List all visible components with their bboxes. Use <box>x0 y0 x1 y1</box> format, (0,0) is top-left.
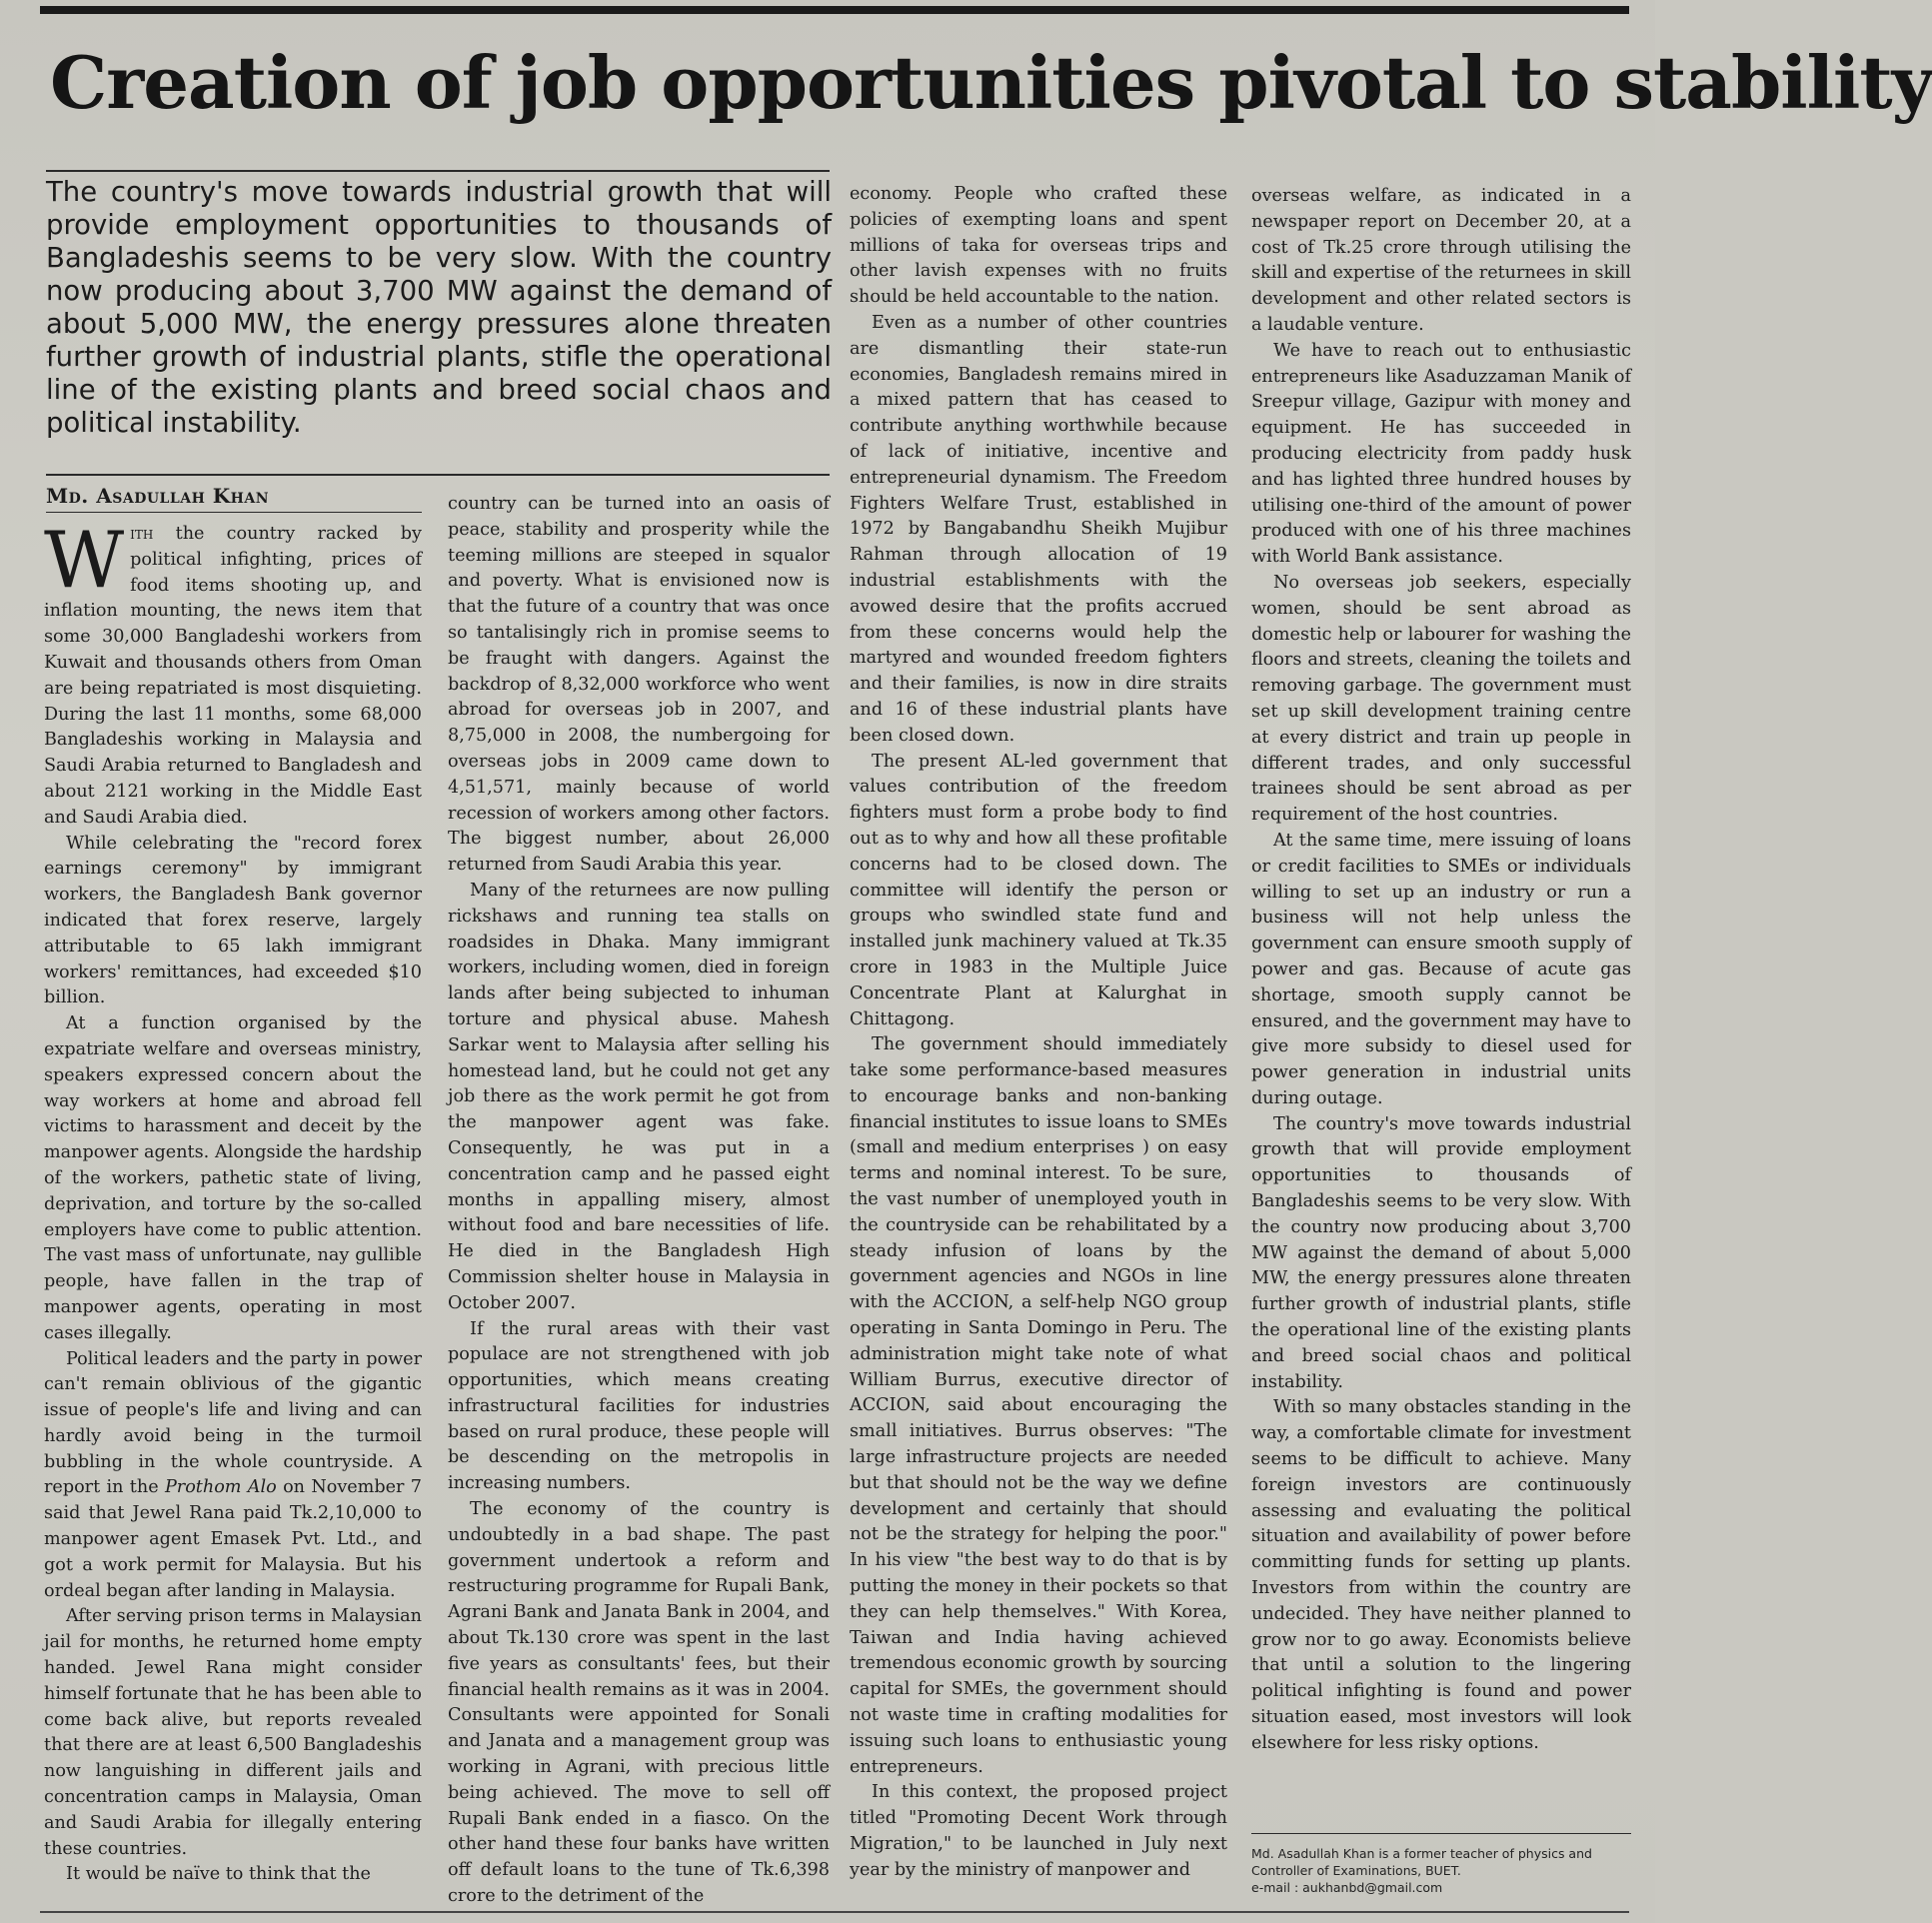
paragraph-15: No overseas job seekers, especially women, should be sent abroad as domestic help or labourer for washing the floors and streets, cleaning the toilets and removing garbage. The government must set up skill development training centre at every district and train up people in different trades, and only successful trainees should be sent abroad as per requirement of the host countries. <box>1251 572 1631 826</box>
bottom-rule <box>40 1911 1629 1913</box>
paragraph-7: Many of the returnees are now pulling rickshaws and running tea stalls on roadsides in Dhaka. Many immigrant workers, including women, died in foreign lands after being subjected to inhuman torture and physical abuse. Mahesh Sarkar went to Malaysia after selling his homestead land, but he could not get any job there as the work permit he got from the manpower agent was fake. Consequently, he was put in a concentration camp and he passed eight months in appalling misery, almost without food and bare necessities of life. He died in the Bangladesh High Commission shelter house in Malaysia in October 2007. <box>448 880 830 1313</box>
column-1 <box>44 516 422 1888</box>
headline: Creation of job opportunities pivotal to stability <box>50 40 1932 125</box>
byline: Md. Asadullah Khan <box>46 484 270 508</box>
paragraph-16: At the same time, mere issuing of loans or credit facilities to SMEs or individuals willing to set up an industry or run a business will not help unless the government can ensure smooth supply of power and gas. Because of acute gas shortage, smooth supply cannot be ensured, and the government may have to give more subsidy to diesel used for power generation in industrial units during outage. <box>1251 830 1631 1108</box>
paragraph-13-start: In this context, the proposed project titled "Promoting Decent Work through Migration," to be launched in July next year by the ministry of manpower and <box>850 1782 1227 1880</box>
intro-bottom-rule <box>46 474 830 476</box>
paragraph-11: The present AL-led government that values contribution of the freedom fighters must form a probe body to find out as to why and how all these profitable concerns had to be closed down. The committee will identify the person or groups who swindled state fund and installed junk machinery valued at Tk.35 crore in 1983 in the Multiple Juice Concentrate Plant at Kalurghat in Chittagong. <box>850 751 1227 1029</box>
top-rule <box>40 6 1629 14</box>
column-4 <box>1251 184 1631 1757</box>
author-note: Md. Asadullah Khan is a former teacher of physics and Controller of Examinations, BUET. e-mail : aukhanbd@gmail.com <box>1251 1845 1631 1896</box>
author-note-rule <box>1251 1833 1631 1834</box>
paragraph-6-end: country can be turned into an oasis of peace, stability and prosperity while the teeming millions are steeped in squalor and poverty. What is envisioned now is that the future of a country that was once so tantalisingly rich in promise seems to be fraught with dangers. Against the backdrop of 8,32,000 workforce who went abroad for overseas job in 2007, and 8,75,000 in 2008, the numbergoing for overseas jobs in 2009 came down to 4,51,571, mainly because of world recession of workers among other factors. The biggest number, about 26,000 returned from Saudi Arabia this year. <box>448 494 830 876</box>
paragraph-10: Even as a number of other countries are dismantling their state-run economies, Bangladesh remains mired in a mixed pattern that has ceased to contribute anything worthwhile because of lack of initiative, incentive and entrepreneurial dynamism. The Freedom Fighters Welfare Trust, established in 1972 by Bangabandhu Sheikh Mujibur Rahman through allocation of 19 industrial establishments with the avowed desire that the profits accrued from these concerns would help the martyred and wounded freedom fighters and their families, is now in dire straits and 16 of these industrial plants have been closed down. <box>850 312 1227 746</box>
paragraph-13-end: overseas welfare, as indicated in a newspaper report on December 20, at a cost of Tk.25 crore through utilising the skill and expertise of the returnees in skill development and other related sectors is a laudable venture. <box>1251 186 1631 335</box>
newspaper-name: Prothom Alo <box>164 1477 277 1498</box>
paragraph-17: The country's move towards industrial growth that will provide employment opportunities to thousands of Bangladeshis seems to be very slow. With the country now producing about 3,700 MW against the demand of about 5,000 MW, the energy pressures alone threaten further growth of industrial plants, stifle the operational line of the existing plants and breed social chaos and political instability. <box>1251 1113 1631 1392</box>
paragraph-5: After serving prison terms in Malaysian jail for months, he returned home empty handed. Jewel Rana might consider himself fortunate that he has been able to come back alive, but reports revealed that there are at least 6,500 Bangladeshis now languishing in different jails and concentration camps in Malaysia, Oman and Saudi Arabia for illegally entering these countries. <box>44 1606 422 1859</box>
paragraph-12: The government should immediately take some performance-based measures to encourage banks and non-banking financial institutes to issue loans to SMEs (small and medium enterprises ) on easy terms and nominal interest. To be sure, the vast number of unemployed youth in the countryside can be rehabilitated by a steady infusion of loans by the government agencies and NGOs in line with the ACCION, a self-help NGO group operating in Santa Domingo in Peru. The administration might take note of what William Burrus, executive director of ACCION, said about encouraging the small initiatives. Burrus observes: "The large infrastructure projects are needed but that should not be the way we define development and certainly that should not be the strategy for helping the poor." In his view "the best way to do that is by putting the money in their pockets so that they can help themselves." With Korea, Taiwan and India having achieved tremendous economic growth by sourcing capital for SMEs, the government should not waste time in crafting modalities for issuing such loans to enthusiastic young entrepreneurs. <box>850 1034 1227 1777</box>
paragraph-8: If the rural areas with their vast populace are not strengthened with job opportunities, which means creating infrastructural facilities for industries based on rural produce, these people will be descending on the metropolis in increasing numbers. <box>448 1318 830 1494</box>
paragraph-9-end: economy. People who crafted these policies of exempting loans and spent millions of taka for overseas trips and other lavish expenses with no fruits should be held accountable to the nation. <box>850 184 1227 308</box>
byline-rule <box>46 512 422 513</box>
paragraph-6-start: It would be naïve to think that the <box>66 1864 371 1885</box>
intro-top-rule <box>46 170 830 172</box>
column-2 <box>448 492 830 1910</box>
column-3 <box>850 182 1227 1884</box>
author-email: e-mail : aukhanbd@gmail.com <box>1251 1880 1443 1895</box>
paragraph-1: With the country racked by political infighting, prices of food items shooting up, and inflation mounting, the news item that some 30,000 Bangladeshi workers from Kuwait and thousands others from Oman are being repatriated is most disquieting. During the last 11 months, some 68,000 Bangladeshis working in Malaysia and Saudi Arabia returned to Bangladesh and about 2121 working in the Middle East and Saudi Arabia died. <box>44 516 422 828</box>
paragraph-4: Political leaders and the party in power can't remain oblivious of the gigantic issue of people's life and living and can hardly avoid being in the turmoil bubbling in the whole countryside. A report in the Prothom Alo on November 7 said that Jewel Rana paid Tk.2,10,000 to manpower agent Emasek Pvt. Ltd., and got a work permit for Malaysia. But his ordeal began after landing in Malaysia. <box>44 1348 422 1601</box>
drop-cap: W <box>44 516 125 606</box>
paragraph-18: With so many obstacles standing in the way, a comfortable climate for investment seems to be difficult to achieve. Many foreign investors are continuously assessing and evaluating the political situation and availability of power before committing funds for setting up plants. Investors from within the country are undecided. They have neither planned to grow nor to go away. Economists believe that until a solution to the lingering political infighting is found and power situation eased, most investors will look elsewhere for less risky options. <box>1251 1397 1631 1753</box>
paragraph-9-start: The economy of the country is undoubtedly in a bad shape. The past government undertook a reform and restructuring programme for Rupali Bank, Agrani Bank and Janata Bank in 2004, and about Tk.130 crore was spent in the last five years as consultants' fees, but their financial health remains as it was in 2004. Consultants were appointed for Sonali and Janata and a management group was working in Agrani, with precious little being achieved. The move to sell off Rupali Bank ended in a fiasco. On the other hand these four banks have written off default loans to the tune of Tk.6,398 crore to the detriment of the <box>448 1499 830 1907</box>
paragraph-2: While celebrating the "record forex earnings ceremony" by immigrant workers, the Bangladesh Bank governor indicated that forex reserve, largely attributable to 65 lakh immigrant workers' remittances, had exceeded $10 billion. <box>44 833 422 1008</box>
paragraph-14: We have to reach out to enthusiastic entrepreneurs like Asaduzzaman Manik of Sreepur village, Gazipur with money and equipment. He has succeeded in producing electricity from paddy husk and has lighted three hundred houses by utilising one-third of the amount of power produced with one of his three machines with World Bank assistance. <box>1251 340 1631 568</box>
paragraph-3: At a function organised by the expatriate welfare and overseas ministry, speakers expressed concern about the way workers at home and abroad fell victims to harassment and deceit by the manpower agents. Alongside the hardship of the workers, pathetic state of living, deprivation, and torture by the so-called employers have come to public attention. The vast mass of unfortunate, nay gullible people, have fallen in the trap of manpower agents, operating in most cases illegally. <box>44 1013 422 1343</box>
intro-deck: The country's move towards industrial growth that will provide employment opportunities to thousands of Bangladeshis seems to be very slow. With the country now producing about 3,700 MW against the demand of about 5,000 MW, the energy pressures alone threaten further growth of industrial plants, stifle the operational line of the existing plants and breed social chaos and political instability. <box>46 176 832 439</box>
